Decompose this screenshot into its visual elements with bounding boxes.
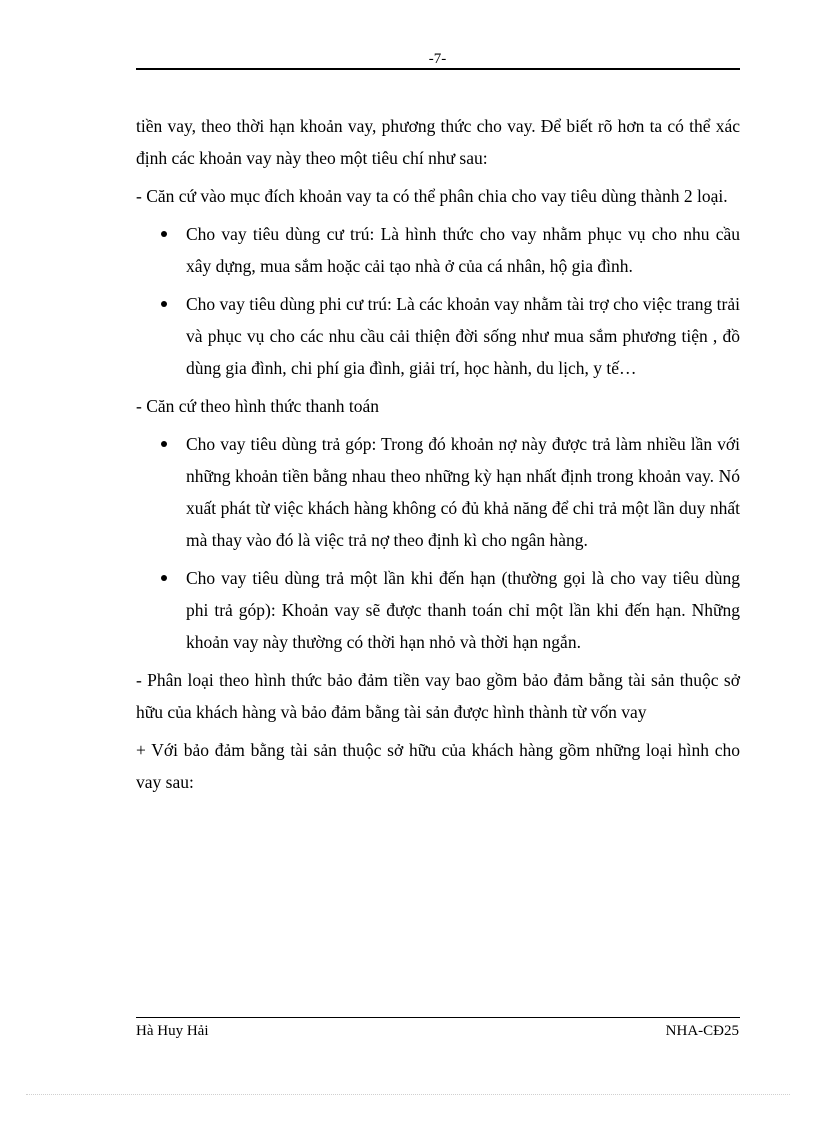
bullet-icon	[161, 441, 167, 447]
list-item	[136, 562, 740, 658]
list-item-text: Cho vay tiêu dùng trả một lần khi đến hạn (thường gọi là cho vay tiêu dùng phi trả góp): Khoản vay sẽ được thanh toán chỉ một lần khi đến hạn. Những khoản vay này thường có thời hạn nhỏ và thời hạn ngắn.	[186, 568, 740, 652]
paragraph-purpose-criterion: - Căn cứ vào mục đích khoản vay ta có thể phân chia cho vay tiêu dùng thành 2 loại.	[136, 186, 728, 206]
page-edge-divider	[26, 1094, 790, 1095]
list-item-text: Cho vay tiêu dùng trả góp: Trong đó khoản nợ này được trả làm nhiều lần với những khoản tiền bằng nhau theo những kỳ hạn nhất định trong khoản vay. Nó xuất phát từ việc khách hàng không có đủ khả năng để chi trả một lần duy nhất mà thay vào đó là việc trả nợ theo định kì cho ngân hàng.	[186, 434, 740, 550]
list-item	[136, 288, 740, 384]
document-body	[136, 110, 740, 804]
paragraph-intro: tiền vay, theo thời hạn khoản vay, phương thức cho vay. Để biết rõ hơn ta có thể xác định các khoản vay này theo một tiêu chí như sau:	[136, 116, 740, 168]
bullet-icon	[161, 575, 167, 581]
payment-bullet-list	[136, 428, 740, 658]
paragraph-collateral-criterion: - Phân loại theo hình thức bảo đảm tiền vay bao gồm bảo đảm bằng tài sản thuộc sở hữu của khách hàng và bảo đảm bằng tài sản được hình thành từ vốn vay	[136, 670, 740, 722]
paragraph-owned-collateral: + Với bảo đảm bằng tài sản thuộc sở hữu của khách hàng gồm những loại hình cho vay sau:	[136, 740, 740, 792]
list-item-text: Cho vay tiêu dùng phi cư trú: Là các khoản vay nhằm tài trợ cho việc trang trải và phục vụ cho các nhu cầu cải thiện đời sống như mua sắm phương tiện , đồ dùng gia đình, chi phí gia đình, giải trí, học hành, du lịch, y tế…	[186, 294, 740, 378]
list-item-text: Cho vay tiêu dùng cư trú: Là hình thức cho vay nhằm phục vụ cho nhu cầu xây dựng, mua sắm hoặc cải tạo nhà ở của cá nhân, hộ gia đình.	[186, 224, 740, 276]
purpose-bullet-list	[136, 218, 740, 384]
header-rule	[136, 68, 740, 70]
footer-author: Hà Huy Hải	[136, 1023, 209, 1039]
bullet-icon	[161, 231, 167, 237]
list-item	[136, 428, 740, 556]
paragraph-payment-criterion: - Căn cứ theo hình thức thanh toán	[136, 396, 380, 416]
footer-rule	[136, 1017, 740, 1018]
footer-code: NHA-CĐ25	[665, 1023, 739, 1039]
page-number: -7-	[428, 51, 447, 67]
bullet-icon	[161, 301, 167, 307]
list-item	[136, 218, 740, 282]
